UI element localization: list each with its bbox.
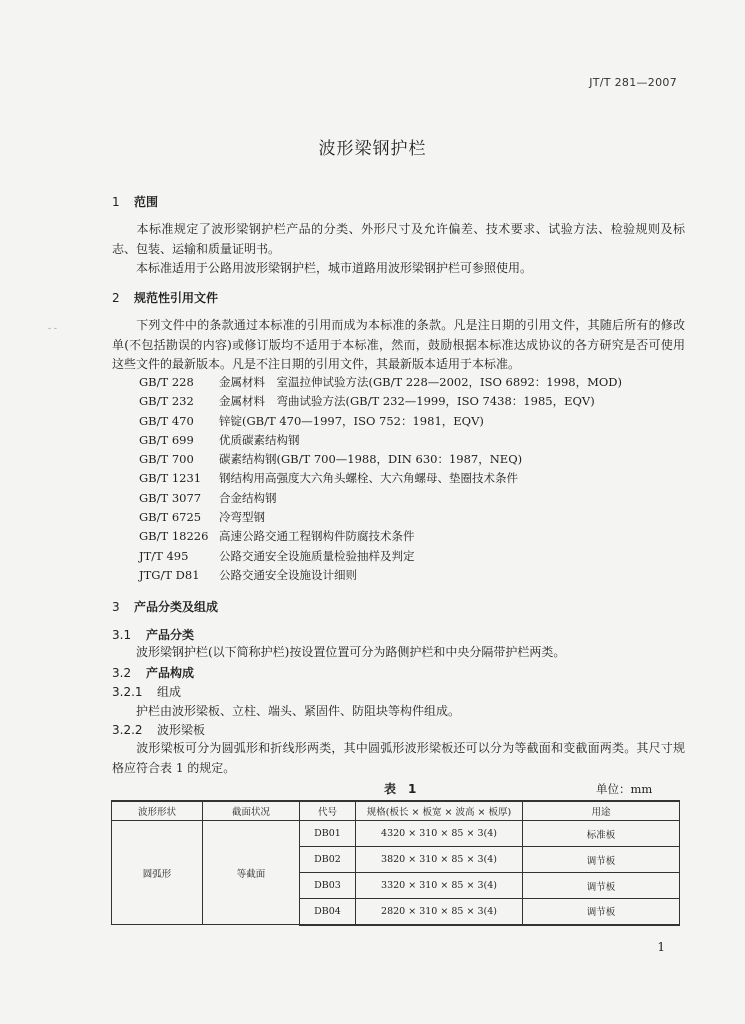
reference-code: GB/T 699: [139, 432, 194, 447]
header-cell-shape: 波形形状: [112, 801, 203, 821]
paragraph-scope-1: 本标准规定了波形梁钢护栏产品的分类、外形尺寸及允许偏差、技术要求、试验方法、检验规则及标志、包装、运输和质量证明书。: [112, 222, 685, 256]
reference-name: 锌锭(GB/T 470—1997，ISO 752：1981，EQV): [219, 413, 484, 428]
cell-use: 调节板: [523, 873, 680, 899]
section-title: 范围: [134, 195, 159, 209]
cell-spec: 4320 × 310 × 85 × 3(4): [356, 821, 523, 847]
paragraph-beam-plate: 波形梁板可分为圆弧形和折线形两类，其中圆弧形波形梁板还可以分为等截面和变截面两类。其尺寸规格应符合表 1 的规定。: [112, 741, 685, 775]
header-cell-code: 代号: [300, 801, 356, 821]
table-caption: 表 1: [384, 782, 417, 796]
reference-code: GB/T 228: [139, 375, 194, 389]
paragraph-composition: 护栏由波形梁板、立柱、端头、紧固件、防阻块等构件组成。: [136, 704, 461, 718]
scan-margin-mark: - -: [48, 324, 57, 334]
reference-item: [139, 547, 622, 566]
reference-code: GB/T 700: [139, 452, 194, 467]
cell-section: 等截面: [203, 821, 300, 925]
page-number: 1: [657, 940, 665, 954]
section-3-2-heading: [112, 664, 194, 681]
reference-code: JTG/T D81: [139, 567, 200, 582]
section-title: 规范性引用文件: [134, 291, 219, 305]
section-title: 波形梁板: [157, 723, 206, 737]
reference-name: 公路交通安全设施质量检验抽样及判定: [219, 548, 415, 563]
reference-item: [139, 566, 622, 585]
reference-name: 合金结构钢: [219, 490, 277, 505]
table-header-row: [112, 801, 680, 821]
reference-name: 金属材料 室温拉伸试验方法(GB/T 228—2002，ISO 6892：1998，MOD): [219, 375, 622, 389]
reference-name: 钢结构用高强度大六角头螺栓、大六角螺母、垫圈技术条件: [219, 471, 518, 486]
reference-code: GB/T 1231: [139, 471, 202, 486]
section-number: 3.2.2: [112, 723, 143, 737]
cell-spec: 2820 × 310 × 85 × 3(4): [356, 899, 523, 925]
cell-shape: 圆弧形: [112, 821, 203, 925]
section-title: 产品分类: [146, 628, 195, 642]
document-title: 波形梁钢护栏: [318, 139, 427, 159]
reference-item: [139, 489, 622, 508]
paragraph-normative-references: 下列文件中的条款通过本标准的引用而成为本标准的条款。凡是注日期的引用文件，其随后所有的修改单(不包括勘误的内容)或修订版均不适用于本标准，然而，鼓励根据本标准达成协议的各方研究是否可使用这些文件的最新版本。凡是不注日期的引用文件，其最新版本适用于本标准。: [112, 318, 685, 371]
cell-use: 标准板: [523, 821, 680, 847]
cell-code: DB03: [300, 873, 356, 899]
cell-code: DB02: [300, 847, 356, 873]
table-unit: 单位：mm: [596, 782, 653, 796]
section-3-2-2-heading: [112, 721, 205, 738]
cell-code: DB04: [300, 899, 356, 925]
reference-item: [139, 450, 622, 469]
section-1-heading: [112, 193, 158, 210]
section-3-heading: [112, 598, 218, 615]
header-cell-section: 截面状况: [203, 801, 300, 821]
section-number: 3: [112, 600, 120, 614]
paragraph-scope-2: 本标准适用于公路用波形梁钢护栏，城市道路用波形梁钢护栏可参照使用。: [136, 261, 533, 275]
reference-code: GB/T 470: [139, 413, 194, 428]
section-number: 3.2: [112, 666, 132, 680]
reference-name: 金属材料 弯曲试验方法(GB/T 232—1999，ISO 7438：1985，EQV): [219, 394, 595, 409]
cell-use: 调节板: [523, 899, 680, 925]
reference-list: [139, 373, 622, 585]
reference-name: 碳素结构钢(GB/T 700—1988，DIN 630：1987，NEQ): [219, 452, 523, 467]
reference-code: JT/T 495: [139, 548, 189, 563]
reference-item: [139, 373, 622, 392]
reference-code: GB/T 3077: [139, 490, 202, 505]
section-3-1-heading: [112, 626, 194, 643]
section-number: 1: [112, 195, 120, 209]
section-title: 产品分类及组成: [134, 600, 219, 614]
reference-name: 优质碳素结构钢: [219, 432, 300, 447]
reference-name: 高速公路交通工程钢构件防腐技术条件: [219, 529, 415, 544]
table-row: [112, 821, 680, 847]
section-title: 组成: [157, 685, 182, 699]
reference-name: 公路交通安全设施设计细则: [219, 567, 357, 582]
reference-item: [139, 431, 622, 450]
reference-item: [139, 412, 622, 431]
reference-item: [139, 527, 622, 546]
cell-spec: 3320 × 310 × 85 × 3(4): [356, 873, 523, 899]
section-3-2-1-heading: [112, 683, 181, 700]
header-cell-use: 用途: [523, 801, 680, 821]
cell-spec: 3820 × 310 × 85 × 3(4): [356, 847, 523, 873]
section-number: 2: [112, 291, 120, 305]
section-number: 3.2.1: [112, 685, 143, 699]
reference-item: [139, 469, 622, 488]
reference-item: [139, 392, 622, 411]
section-number: 3.1: [112, 628, 132, 642]
cell-use: 调节板: [523, 847, 680, 873]
reference-name: 冷弯型钢: [219, 510, 265, 525]
specification-table: [111, 800, 680, 926]
reference-item: [139, 508, 622, 527]
reference-code: GB/T 18226: [139, 529, 209, 544]
paragraph-classification: 波形梁钢护栏(以下简称护栏)按设置位置可分为路侧护栏和中央分隔带护栏两类。: [136, 645, 566, 659]
cell-code: DB01: [300, 821, 356, 847]
reference-code: GB/T 232: [139, 394, 194, 409]
section-2-heading: [112, 289, 218, 306]
header-cell-spec: 规格(板长 × 板宽 × 波高 × 板厚): [356, 801, 523, 821]
section-title: 产品构成: [146, 666, 195, 680]
reference-code: GB/T 6725: [139, 510, 202, 525]
standard-code-header: JT/T 281—2007: [589, 76, 677, 89]
